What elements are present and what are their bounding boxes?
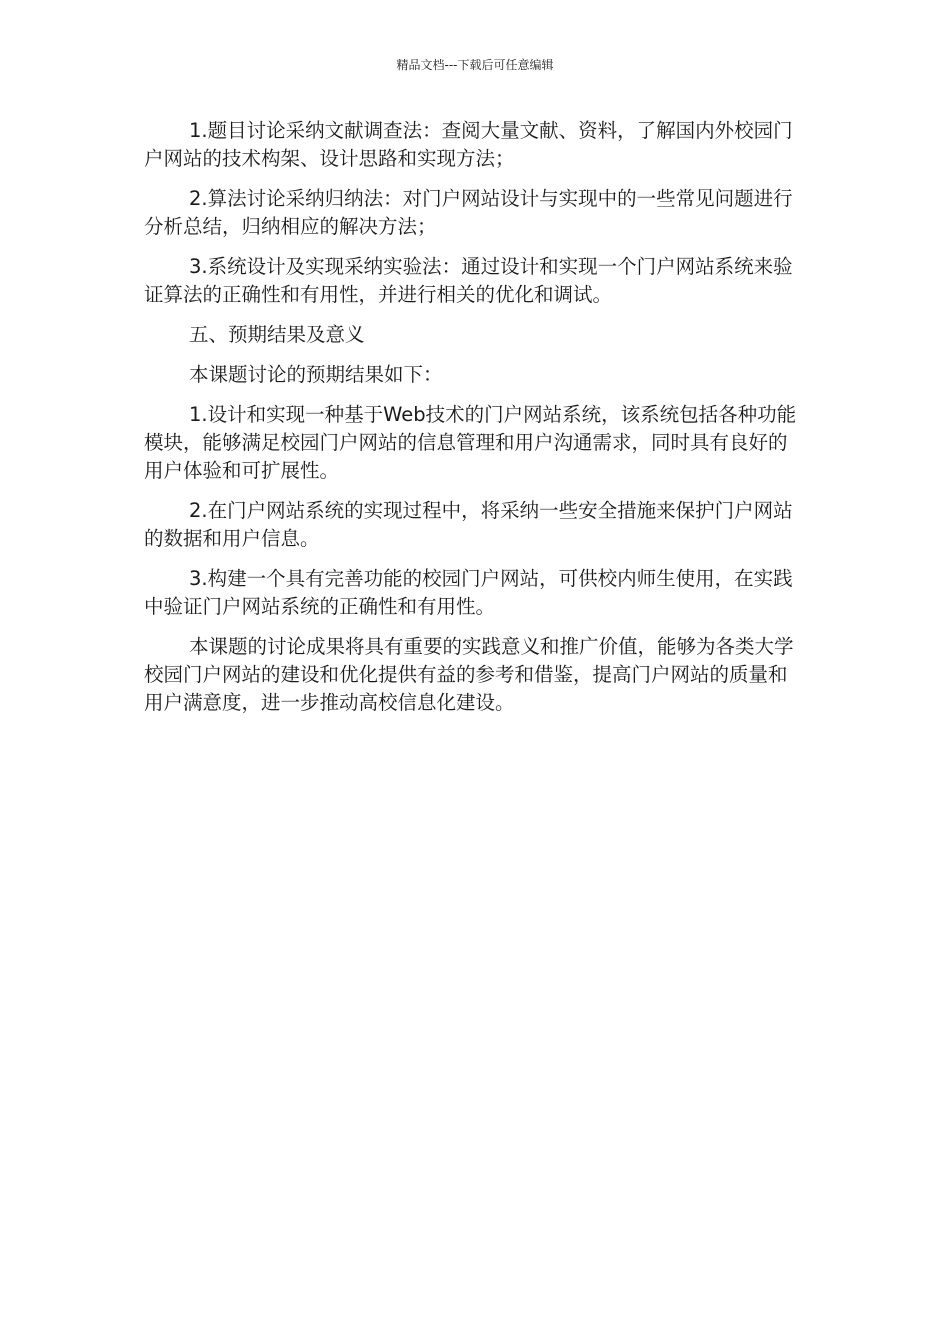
- paragraph-method-induction: 2.算法讨论采纳归纳法：对门户网站设计与实现中的一些常见问题进行分析总结，归纳相应的解决方法；: [144, 187, 793, 238]
- section-heading-expected-results: 五、预期结果及意义: [189, 323, 365, 346]
- paragraph-result-1: 1.设计和实现一种基于Web技术的门户网站系统，该系统包括各种功能模块，能够满足校园门户网站的信息管理和用户沟通需求，同时具有良好的用户体验和可扩展性。: [144, 403, 797, 482]
- paragraph-results-intro: 本课题讨论的预期结果如下：: [189, 363, 443, 386]
- page-header: 精品文档---下载后可任意编辑: [396, 58, 554, 72]
- paragraph-result-2: 2.在门户网站系统的实现过程中，将采纳一些安全措施来保护门户网站的数据和用户信息。: [144, 499, 793, 550]
- paragraph-significance: 本课题的讨论成果将具有重要的实践意义和推广价值，能够为各类大学校园门户网站的建设和优化提供有益的参考和借鉴，提高门户网站的质量和用户满意度，进一步推动高校信息化建设。: [144, 635, 794, 714]
- document-body: [144, 117, 806, 729]
- paragraph-method-literature: 1.题目讨论采纳文献调查法：查阅大量文献、资料，了解国内外校园门户网站的技术构架、设计思路和实现方法；: [144, 119, 793, 170]
- paragraph-method-experiment: 3.系统设计及实现采纳实验法：通过设计和实现一个门户网站系统来验证算法的正确性和有用性，并进行相关的优化和调试。: [144, 255, 793, 306]
- paragraph-result-3: 3.构建一个具有完善功能的校园门户网站，可供校内师生使用，在实践中验证门户网站系统的正确性和有用性。: [144, 567, 793, 618]
